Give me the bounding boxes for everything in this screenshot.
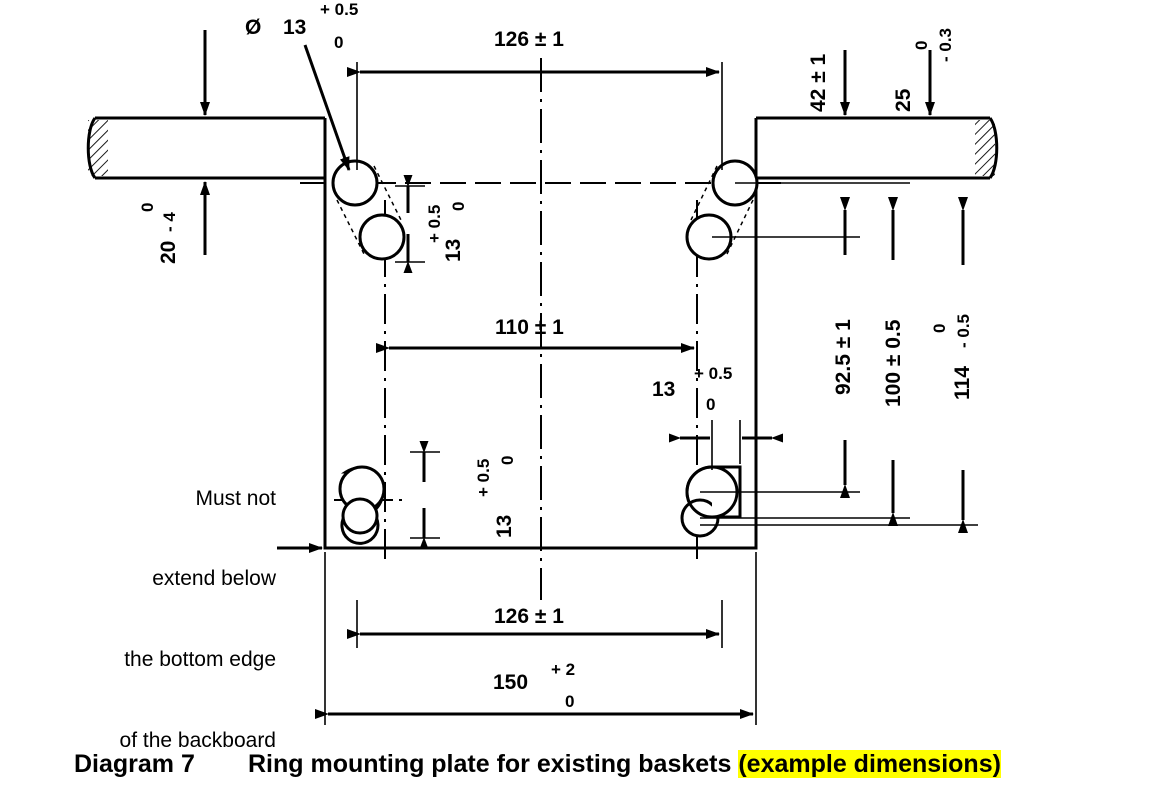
leader-hole-diameter	[305, 45, 349, 170]
backboard-outline	[88, 118, 997, 178]
figure-caption-highlight: (example dimensions)	[738, 750, 1001, 778]
dim-label-92-5: 92.5 ± 1	[832, 319, 855, 395]
hole-diameter-value: 13	[283, 16, 307, 39]
dim-label-42: 42 ± 1	[807, 53, 830, 112]
dim-label-25: 25	[892, 88, 915, 112]
hole-top-left	[333, 161, 404, 259]
hole-diameter-symbol: Ø	[245, 16, 262, 39]
dim-label-slot-upper-left-tol-upper: + 0.5	[425, 204, 444, 243]
dim-label-25-tol-upper: 0	[912, 40, 931, 50]
dim-label-114-tol-upper: 0	[930, 323, 949, 333]
dim-label-slot-upper-left-13: 13	[442, 238, 465, 262]
dim-label-114-tol-lower: - 0.5	[954, 313, 973, 348]
hole-diameter-tol-upper: + 0.5	[320, 0, 359, 19]
dim-label-overall-150: 150	[493, 671, 529, 694]
note-line-3: the bottom edge	[124, 648, 276, 671]
dim-label-100: 100 ± 0.5	[882, 319, 905, 407]
dim-label-overall-tol-upper: + 2	[551, 660, 576, 679]
note-line-2: extend below	[152, 567, 276, 591]
dim-label-slot-right-tol-upper: + 0.5	[694, 364, 733, 383]
dim-label-20: 20	[157, 240, 180, 264]
hole-diameter-tol-lower: 0	[334, 33, 344, 52]
dim-label-slot-right-13: 13	[652, 378, 676, 401]
dim-label-20-tol-lower: - 4	[160, 212, 179, 232]
dim-label-slot-lower-left-13: 13	[493, 514, 516, 538]
dim-label-slot-right-tol-lower: 0	[706, 395, 716, 414]
dim-label-slot-upper-left-tol-lower: 0	[449, 201, 468, 211]
slot-bottom-left	[340, 467, 384, 543]
dim-label-20-tol-upper: 0	[138, 202, 157, 212]
dim-label-slot-lower-left-tol-upper: + 0.5	[474, 458, 493, 497]
figure-caption	[248, 750, 1001, 779]
dim-label-overall-tol-lower: 0	[565, 692, 575, 711]
dim-label-lower-126: 126 ± 1	[494, 605, 564, 628]
note-line-4: of the backboard	[119, 728, 276, 752]
note-line-1: Must not	[195, 486, 276, 510]
dim-slot-right-13	[680, 420, 772, 470]
dim-label-top-126: 126 ± 1	[494, 28, 564, 51]
dim-label-middle-110: 110 ± 1	[495, 316, 564, 339]
dim-label-114: 114	[951, 366, 974, 400]
figure-label: Diagram 7	[74, 750, 195, 778]
dim-label-slot-lower-left-tol-lower: 0	[498, 455, 517, 465]
dim-top-126	[357, 62, 722, 170]
figure-caption-text: Ring mounting plate for existing baskets	[248, 750, 739, 778]
dim-slot-lower-left-13	[410, 452, 440, 538]
dim-label-25-tol-lower: - 0.3	[936, 27, 955, 62]
